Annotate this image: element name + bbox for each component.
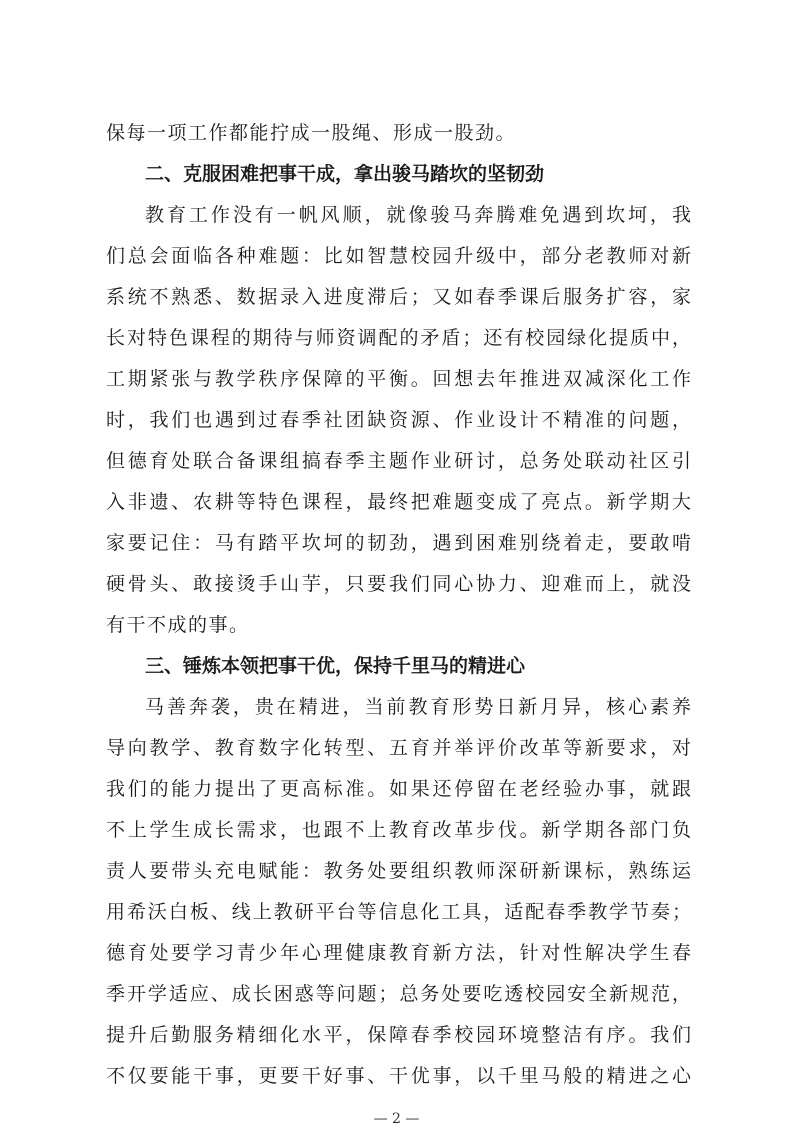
paragraph-line: 保每一项工作都能拧成一股绳、形成一股劲。 bbox=[106, 122, 517, 144]
paragraph-line: 长对特色课程的期待与师资调配的矛盾；还有校园绿化提质中， bbox=[106, 327, 691, 349]
paragraph-line: 责人要带头充电赋能：教务处要组织教师深研新课标，熟练运 bbox=[106, 860, 691, 882]
paragraph-line: 入非遗、农耕等特色课程，最终把难题变成了亮点。新学期大 bbox=[106, 491, 691, 513]
paragraph-line: 家要记住：马有踏平坎坷的韧劲，遇到困难别绕着走，要敢啃 bbox=[106, 532, 691, 554]
paragraph-line: 有干不成的事。 bbox=[106, 614, 250, 636]
paragraph-line: 马善奔袭，贵在精进，当前教育形势日新月异，核心素养 bbox=[145, 696, 691, 718]
paragraph-line: 季开学适应、成长困惑等问题；总务处要吃透校园安全新规范， bbox=[106, 983, 691, 1005]
paragraph-line: 用希沃白板、线上教研平台等信息化工具，适配春季教学节奏； bbox=[106, 901, 691, 923]
page-number: — 2 — bbox=[373, 1111, 420, 1127]
section-heading-2: 二、克服困难把事干成，拿出骏马踏坎的坚韧劲 bbox=[145, 163, 545, 185]
paragraph-line: 德育处要学习青少年心理健康教育新方法，针对性解决学生春 bbox=[106, 942, 691, 964]
paragraph-line: 不上学生成长需求，也跟不上教育改革步伐。新学期各部门负 bbox=[106, 819, 691, 841]
paragraph-line: 系统不熟悉、数据录入进度滞后；又如春季课后服务扩容，家 bbox=[106, 286, 691, 308]
paragraph-line: 我们的能力提出了更高标准。如果还停留在老经验办事，就跟 bbox=[106, 778, 691, 800]
paragraph-line: 工期紧张与教学秩序保障的平衡。回想去年推进双减深化工作 bbox=[106, 368, 691, 390]
paragraph-line: 们总会面临各种难题：比如智慧校园升级中，部分老教师对新 bbox=[106, 245, 691, 267]
paragraph-line: 导向教学、教育数字化转型、五育并举评价改革等新要求，对 bbox=[106, 737, 691, 759]
paragraph-line: 提升后勤服务精细化水平，保障春季校园环境整洁有序。我们 bbox=[106, 1024, 691, 1046]
paragraph-line: 教育工作没有一帆风顺，就像骏马奔腾难免遇到坎坷，我 bbox=[145, 204, 691, 226]
paragraph-line: 不仅要能干事，更要干好事、干优事，以千里马般的精进之心 bbox=[106, 1065, 691, 1087]
paragraph-line: 但德育处联合备课组搞春季主题作业研讨，总务处联动社区引 bbox=[106, 450, 691, 472]
paragraph-line: 时，我们也遇到过春季社团缺资源、作业设计不精准的问题， bbox=[106, 409, 691, 431]
section-heading-3: 三、锤炼本领把事干优，保持千里马的精进心 bbox=[145, 655, 526, 677]
document-body bbox=[106, 113, 691, 1097]
paragraph-line: 硬骨头、敢接烫手山芋，只要我们同心协力、迎难而上，就没 bbox=[106, 573, 691, 595]
